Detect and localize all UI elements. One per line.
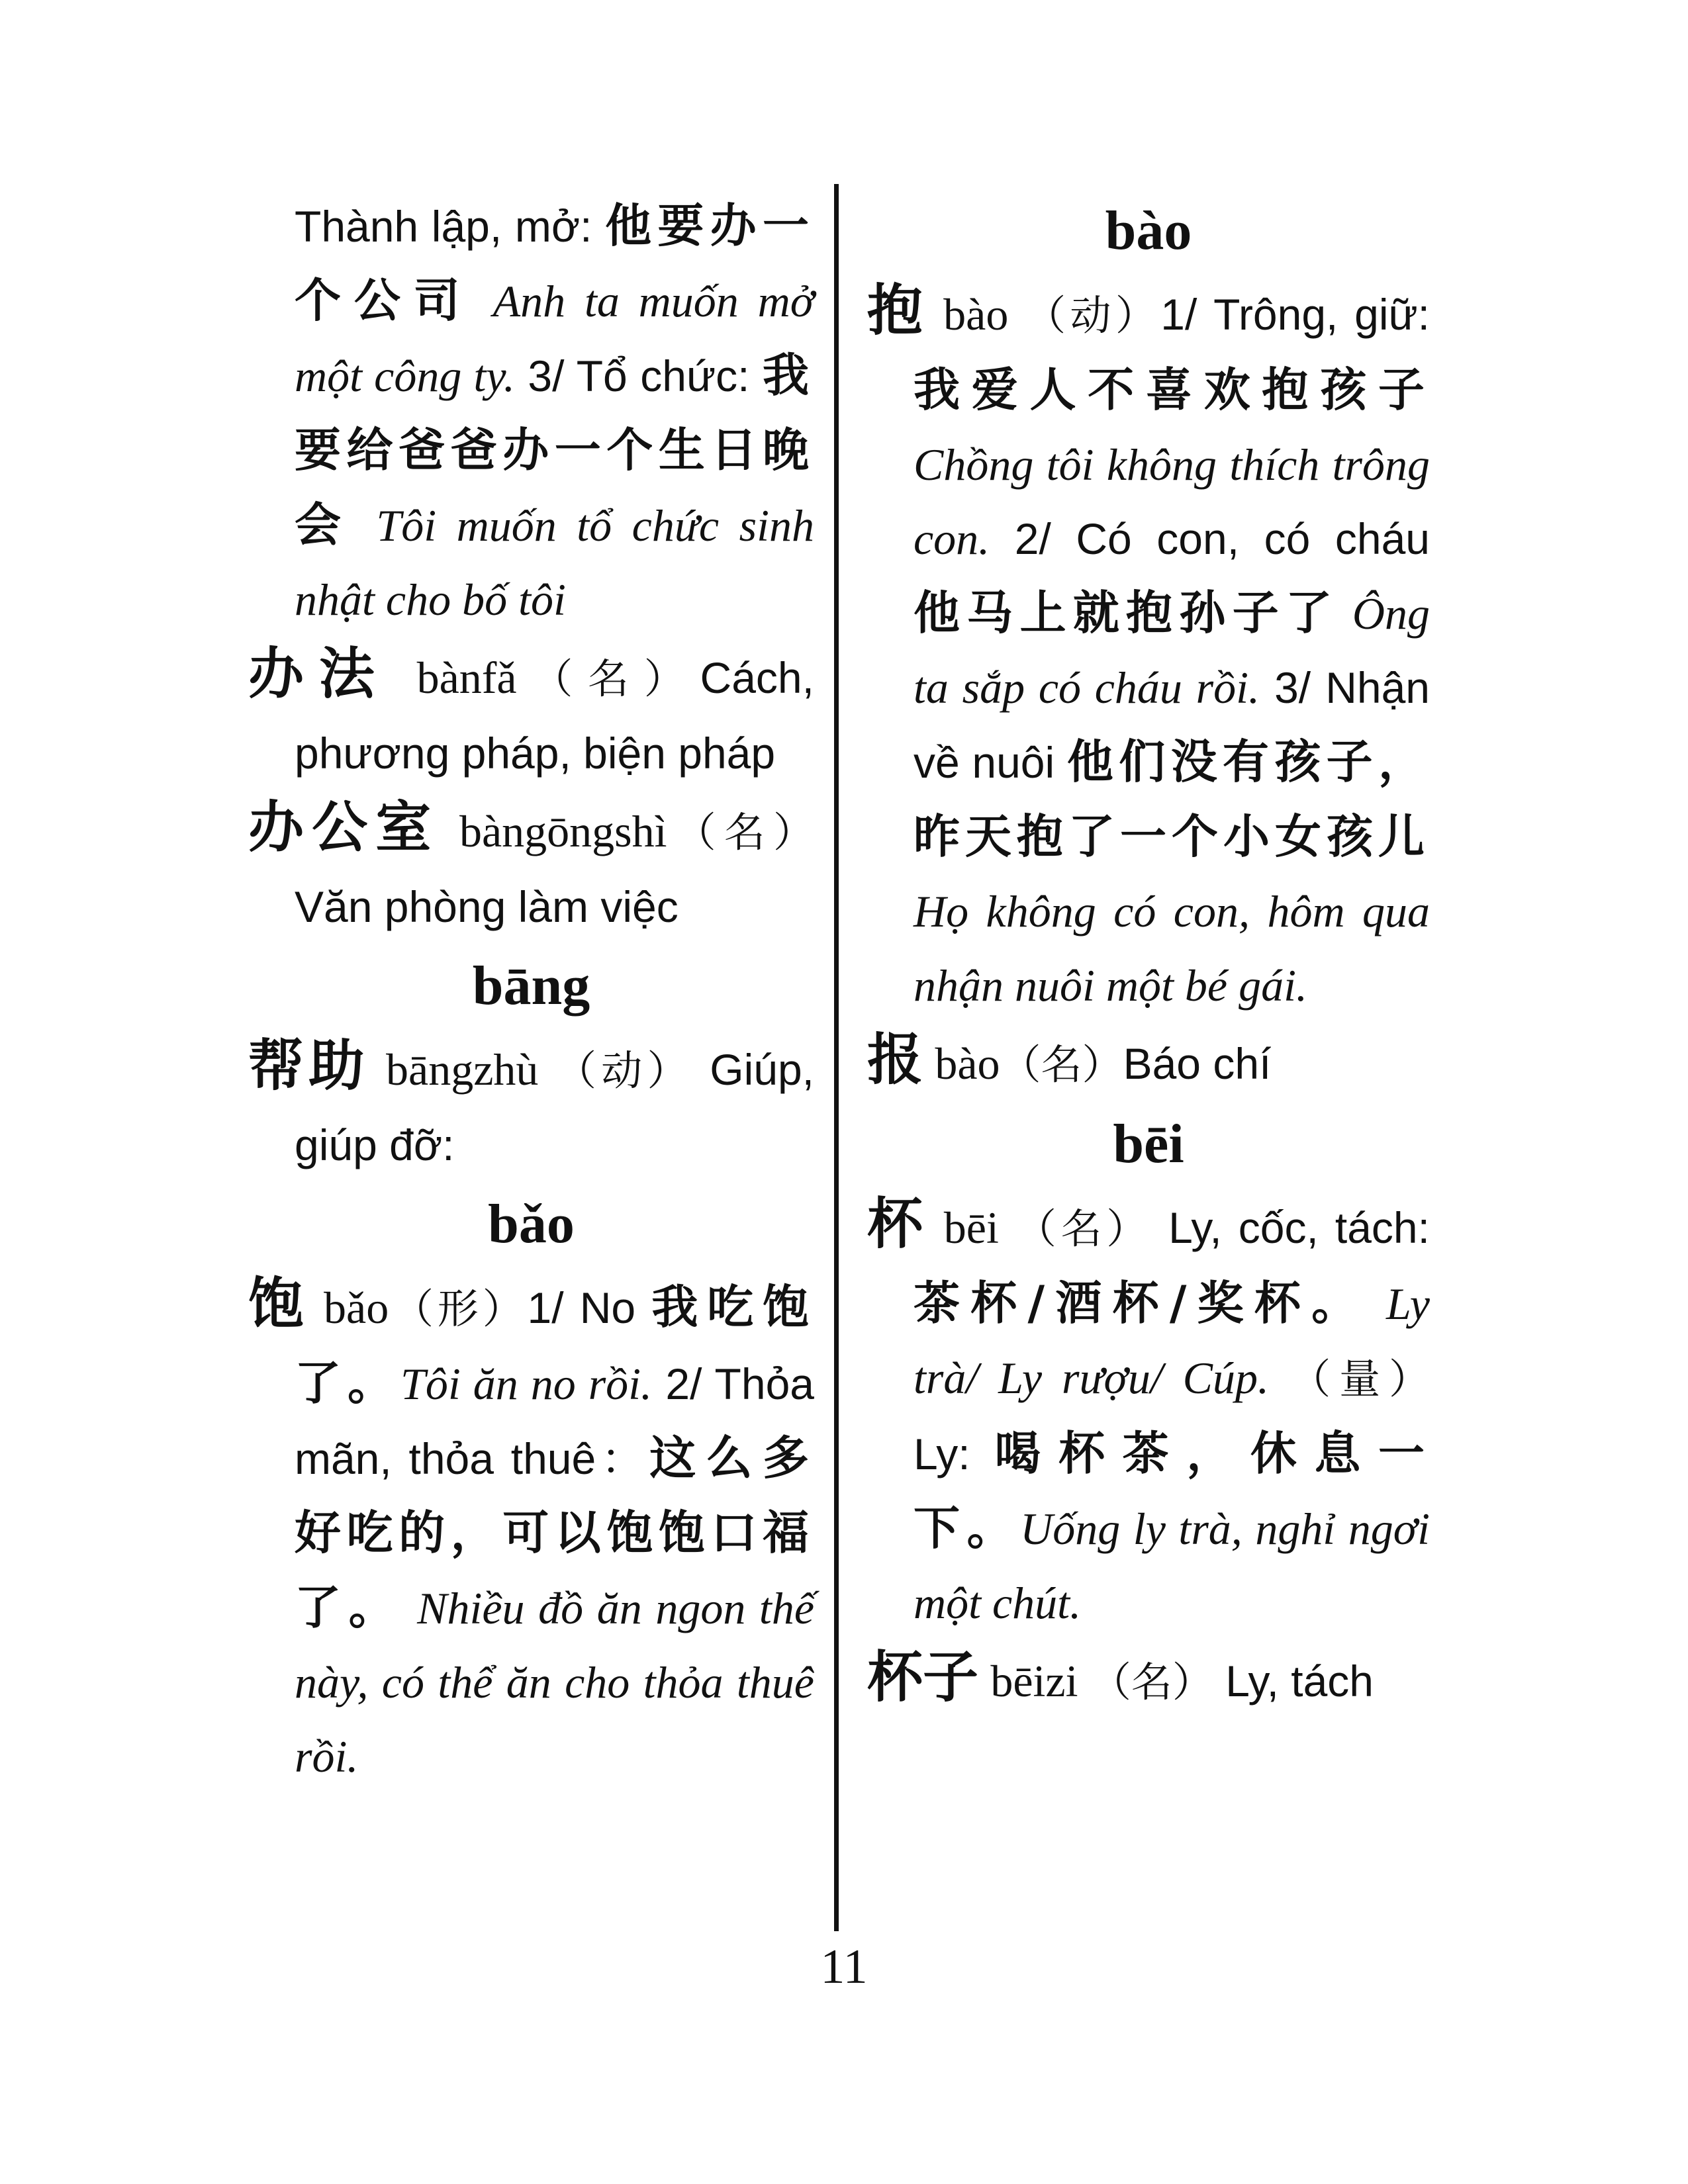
entry-banfa [248,637,814,790]
headword: 帮助 [248,1033,369,1098]
definition-text: 1/ No [527,1283,652,1332]
definition-text: Thành lập, mở: [295,202,606,251]
part-of-speech: （名） [516,655,700,703]
example-chinese: 茶杯/酒杯/奖杯。 [914,1276,1369,1330]
example-translation: Anh ta muốn mở một công ty. [295,276,814,401]
example-translation: Uống ly trà, nghỉ ngơi một chút. [914,1504,1430,1628]
entry-bao-full [248,1267,814,1794]
entry-ban-continued [248,189,814,637]
entry-beizi [867,1640,1430,1719]
left-column [248,189,814,1794]
column-divider [834,184,839,1931]
example-translation: Ly trà/ Ly rượu/ Cúp. [914,1279,1430,1403]
example-chinese: 喝杯茶，休息一下。 [914,1426,1430,1555]
section-heading-bao4: bào [1105,200,1192,261]
example-chinese: 这么多好吃的，可以饱饱口福了。 [295,1431,815,1635]
entry-bao-hold [867,273,1430,1023]
example-translation: Chồng tôi không thích trông con. [914,439,1430,564]
part-of-speech: （量） [1289,1355,1430,1403]
entry-bei [867,1187,1430,1640]
example-chinese: 我要给爸爸办一个生日晚会 [295,348,814,552]
definition-text: Văn phòng làm việc [295,882,679,931]
definition-text: 1/ Trông, giữ: [1160,290,1430,339]
part-of-speech: （名） [667,808,814,856]
part-of-speech: （形） [389,1285,528,1333]
entry-bangongshi [248,790,814,944]
part-of-speech: （动） [1025,291,1161,340]
page-number: 11 [820,1940,868,1994]
headword: 杯子 [867,1645,979,1709]
entry-bao-newspaper [867,1023,1430,1102]
example-chinese: 我吃饱了。 [295,1280,814,1410]
definition-text: 2/ Thỏa mãn, thỏa thuê： [295,1359,814,1483]
section-heading-bao3: bǎo [488,1193,575,1255]
headword: 饱 [248,1271,308,1336]
headword: 杯 [867,1191,927,1256]
pinyin: bāngzhù [386,1044,539,1095]
pinyin: bàngōngshì [459,806,667,856]
example-chinese: 他要办一个公司 [295,199,814,328]
definition-text: 2/ Có con, có cháu [990,514,1430,563]
example-chinese: 我爱人不喜欢抱孩子 [914,363,1430,417]
pinyin: bēizi [990,1656,1078,1706]
definition-text: Ly, cốc, tách: [1168,1203,1430,1252]
section-heading-bang: bāng [472,955,590,1017]
definition-text: Báo chí [1123,1039,1272,1088]
part-of-speech: （名） [1015,1205,1152,1253]
headword: 抱 [867,278,927,343]
right-column [867,189,1430,1719]
section-heading-bei: bēi [1113,1113,1184,1175]
part-of-speech: （名） [1000,1040,1123,1089]
definition-text: 3/ Nhận về nuôi [914,663,1430,787]
part-of-speech: （动） [555,1046,693,1095]
pinyin: bào [943,289,1009,340]
headword: 办法 [248,641,390,706]
headword: 办公室 [248,795,440,860]
definition-text: Ly, tách [1225,1657,1374,1706]
pinyin: bēi [943,1203,999,1253]
example-translation: Ông ta sắp có cháu rồi. [914,588,1430,713]
definition-text: Cách, phương pháp, biện pháp [295,653,814,778]
example-chinese: 他马上就抱孙子了 [914,586,1339,640]
example-translation: Họ không có con, hôm qua nhận nuôi một bé gái. [914,886,1430,1011]
example-translation: Nhiều đồ ăn ngon thế này, có thể ăn cho thỏa thuê rồi. [295,1583,814,1782]
definition-text: 3/ Tổ chức: [514,351,763,400]
headword: 报 [867,1027,923,1092]
example-translation: Tôi ăn no rồi. [400,1359,653,1409]
pinyin: bànfǎ [416,653,517,703]
definition-text: Giúp, giúp đỡ: [295,1045,815,1169]
part-of-speech: （名） [1090,1658,1213,1706]
entry-bangzhu [248,1028,814,1182]
definition-text: Ly: [914,1430,995,1479]
example-translation: Tôi muốn tổ chức sinh nhật cho bố tôi [295,500,814,625]
example-chinese: 他们没有孩子，昨天抱了一个小女孩儿 [914,735,1430,864]
pinyin: bào [935,1038,1000,1089]
pinyin: bǎo [324,1283,389,1333]
